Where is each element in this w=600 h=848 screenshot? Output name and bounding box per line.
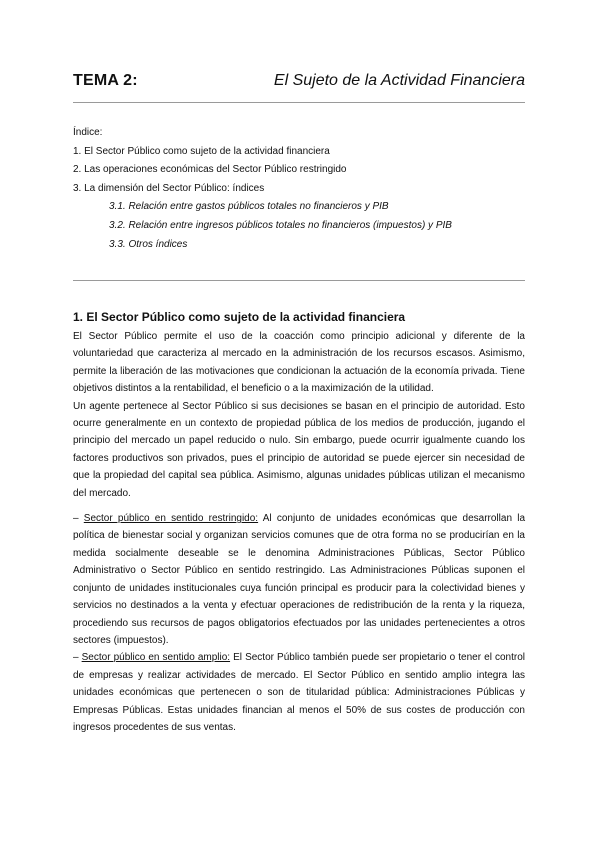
toc-item: 1. El Sector Público como sujeto de la actividad financiera: [73, 145, 330, 157]
definition-text: Al conjunto de unidades económicas que desarrollan la política de bienestar social y organizan servicios comunes que de otra forma no se producirían en la medida socialmente deseable se le denomina Administraciones Públicas, Sector Público Administrativo o Sector Público en sentido restringido. Las Administraciones Públicas suponen el conjunto de unidades institucionales cuya función principal es producir para la colectividad bienes y servicios no destinados a la venta y efectuar operaciones de redistribución de la renta y la riqueza, procediendo sus recursos de pagos obligatorios efectuados por las unidades pertenecientes a otros sectores (impuestos).: [73, 513, 526, 646]
page-header: [73, 72, 525, 90]
chapter-label: TEMA 2:: [73, 72, 138, 89]
toc-subitem: 3.2. Relación entre ingresos públicos totales no financieros (impuestos) y PIB: [109, 219, 452, 231]
header-divider: [73, 102, 525, 103]
section-1: [73, 309, 525, 736]
definition-restricted: [73, 510, 525, 649]
toc-divider: [73, 280, 525, 281]
term-broad: Sector público en sentido amplio:: [81, 652, 231, 664]
section-heading: 1. El Sector Público como sujeto de la actividad financiera: [73, 310, 406, 324]
list-dash: –: [73, 513, 84, 525]
list-dash: –: [73, 652, 82, 664]
chapter-title: El Sujeto de la Actividad Financiera: [273, 72, 525, 89]
table-of-contents: [73, 124, 525, 254]
paragraph: Un agente pertenece al Sector Público si sus decisiones se basan en el principio de autoridad. Esto ocurre generalmente en un contexto de propiedad pública de los medios de producción, jugando el principio del mercado un papel reducido o nulo. Sin embargo, puede ocurrir igualmente cuando los factores productivos son privados, pues el principio de autoridad se puede ejercer sin necesidad de que la propiedad del capital sea pública. Asimismo, algunas unidades públicas utilizan el mecanismo del mercado.: [73, 400, 525, 499]
spacer: [73, 502, 525, 510]
toc-subitem: 3.1. Relación entre gastos públicos totales no financieros y PIB: [109, 201, 389, 213]
toc-subitem: 3.3. Otros índices: [109, 238, 188, 250]
definition-broad: [73, 649, 525, 736]
toc-title: Índice:: [73, 127, 103, 138]
definition-text: El Sector Público también puede ser propietario o tener el control de empresas y realizar actividades de mercado. El Sector Público en sentido amplio integra las unidades económicas que pertenecen o son de titularidad pública: Administraciones Públicas y Empresas Públicas. Estas unidades financian al menos el 50% de sus costes de producción con ingresos procedentes de sus ventas.: [73, 652, 525, 733]
toc-item: 3. La dimensión del Sector Público: índices: [73, 182, 265, 194]
paragraph: El Sector Público permite el uso de la coacción como principio adicional y diferente de la voluntariedad que caracteriza al mercado en la administración de los recursos escasos. Asimismo, permite la liberación de las motivaciones que condicionan la actuación de la economía privada. Tiene objetivos distintos a la rentabilidad, el beneficio o a la maximización de la utilidad.: [73, 331, 525, 395]
toc-item: 2. Las operaciones económicas del Sector Público restringido: [73, 164, 347, 176]
term-restricted: Sector público en sentido restringido:: [83, 513, 259, 525]
